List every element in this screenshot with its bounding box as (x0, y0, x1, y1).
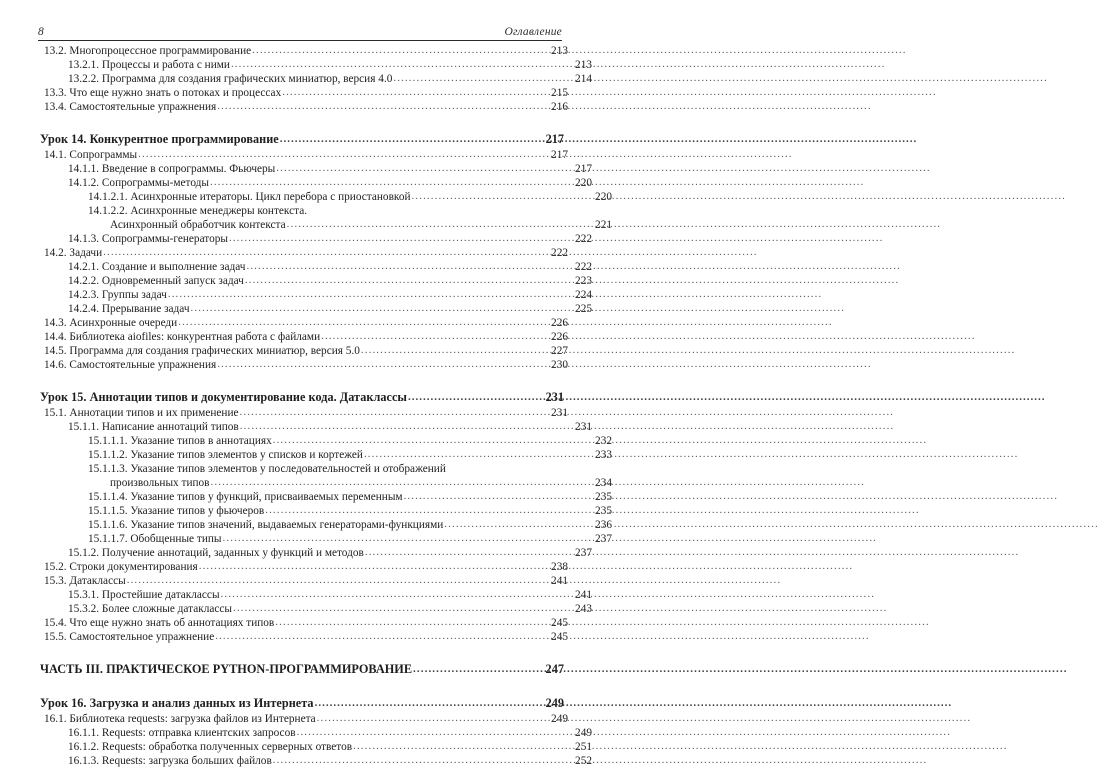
toc-dot-leader (231, 57, 574, 71)
running-title: Оглавление (504, 26, 562, 38)
toc-entry[interactable] (38, 162, 592, 176)
toc-entry-label: 13.2.2. Программа для создания графических миниатюр, версия 4.0 (68, 73, 393, 85)
toc-dot-leader (221, 587, 575, 601)
toc-entry-label: 14.1.2. Сопрограммы-методы (68, 177, 209, 189)
toc-entry-label: 14.1.3. Сопрограммы-генераторы (68, 233, 228, 245)
toc-dot-leader (217, 99, 550, 113)
toc-entry-label: 14.6. Самостоятельные упражнения (44, 359, 217, 371)
toc-entry[interactable] (38, 420, 592, 434)
toc-entry[interactable] (38, 616, 568, 630)
toc-entry[interactable] (38, 302, 592, 316)
toc-entry-page-number: 222 (575, 261, 592, 273)
toc-dot-leader (280, 132, 545, 147)
page-number: 8 (38, 26, 44, 38)
toc-dot-leader (444, 517, 594, 531)
toc-entry[interactable] (38, 148, 568, 162)
toc-dot-leader (297, 725, 574, 739)
toc-dot-leader (365, 545, 574, 559)
toc-dot-leader (275, 615, 550, 629)
toc-entry-label: 14.2.4. Прерывание задач (68, 303, 190, 315)
toc-entry[interactable] (38, 462, 612, 476)
toc-entry-page-number: 236 (595, 519, 612, 531)
toc-dot-leader (245, 273, 574, 287)
toc-entry-label: 14.1.2.1. Асинхронные итераторы. Цикл перебора с приостановкой (88, 191, 411, 203)
toc-dot-leader (191, 301, 575, 315)
toc-dot-leader (317, 711, 550, 725)
toc-entry[interactable] (38, 44, 568, 58)
toc-entry[interactable] (38, 86, 568, 100)
toc-entry-label: 15.3.2. Более сложные датаклассы (68, 603, 232, 615)
toc-entry[interactable] (38, 274, 592, 288)
toc-dot-leader (273, 433, 594, 447)
toc-entry-page-number: 217 (551, 149, 568, 161)
toc-entry-label: 15.3. Датаклассы (44, 575, 126, 587)
toc-entry-label: Асинхронный обработчик контекста (110, 219, 286, 231)
toc-entry-label: 13.4. Самостоятельные упражнения (44, 101, 217, 113)
toc-entry[interactable] (38, 490, 612, 504)
toc-dot-leader (103, 245, 550, 259)
toc-dot-leader (210, 175, 574, 189)
toc-entry-label: 14.1. Сопрограммы (44, 149, 138, 161)
toc-entry-page-number: 224 (575, 289, 592, 301)
toc-entry-page-number: 247 (545, 662, 564, 676)
toc-entry-label: 15.1.1. Написание аннотаций типов (68, 421, 239, 433)
toc-entry-page-number: 217 (575, 163, 592, 175)
toc-entry-label: 14.2.3. Группы задач (68, 289, 167, 301)
toc-entry-page-number: 237 (595, 533, 612, 545)
toc-entry[interactable] (38, 560, 568, 574)
toc-entry[interactable] (38, 204, 612, 218)
toc-entry-label: 13.3. Что еще нужно знать о потоках и процессах (44, 87, 282, 99)
toc-dot-leader (265, 503, 594, 517)
toc-dot-leader (412, 189, 595, 203)
toc-entry-page-number: 213 (575, 59, 592, 71)
toc-entry-label: 14.3. Асинхронные очереди (44, 317, 178, 329)
toc-entry-label: 13.2.1. Процессы и работа с ними (68, 59, 230, 71)
toc-entry[interactable] (38, 218, 612, 232)
toc-entry-page-number: 235 (595, 491, 612, 503)
toc-entry-page-number: 223 (575, 275, 592, 287)
toc-entry-page-number: 220 (595, 191, 612, 203)
toc-entry[interactable] (38, 476, 612, 490)
toc-entry-label: 14.4. Библиотека aiofiles: конкурентная работа с файлами (44, 331, 321, 343)
toc-entry[interactable] (38, 740, 592, 754)
toc-entry[interactable] (38, 330, 568, 344)
toc-entry[interactable] (38, 602, 592, 616)
toc-dot-leader (127, 573, 550, 587)
toc-entry-label: 15.5. Самостоятельное упражнение (44, 631, 215, 643)
toc-dot-leader (361, 343, 550, 357)
toc-dot-leader (404, 489, 594, 503)
toc-entry-page-number: 217 (545, 132, 564, 146)
toc-entry-page-number: 235 (595, 505, 612, 517)
toc-entry-page-number: 249 (545, 696, 564, 710)
toc-entry-page-number: 243 (575, 603, 592, 615)
toc-entry-label: 15.1.1.3. Указание типов элементов у последовательностей и отображений (88, 463, 446, 475)
toc-entry-label: 15.4. Что еще нужно знать об аннотациях типов (44, 617, 275, 629)
toc-entry[interactable] (38, 390, 564, 406)
toc-entry-label: 16.1. Библиотека requests: загрузка файлов из Интернета (44, 713, 316, 725)
toc-entry-label: 15.2. Строки документирования (44, 561, 198, 573)
toc-entry-page-number: 231 (551, 407, 568, 419)
toc-dot-leader (273, 753, 574, 767)
toc-entry-page-number: 234 (595, 477, 612, 489)
toc-dot-leader (168, 287, 574, 301)
toc-entry[interactable] (38, 518, 612, 532)
toc-entry-label: 15.1.2. Получение аннотаций, заданных у функций и методов (68, 547, 364, 559)
toc-entry-label: 14.2.1. Создание и выполнение задач (68, 261, 246, 273)
toc-entry-page-number: 226 (551, 331, 568, 343)
toc-entry[interactable] (38, 232, 592, 246)
toc-entry[interactable] (38, 546, 592, 560)
toc-dot-leader (252, 43, 550, 57)
toc-entry[interactable] (38, 754, 592, 768)
toc-entry-page-number: 215 (551, 87, 568, 99)
toc-dot-leader (240, 419, 574, 433)
toc-entry-label: 15.1.1.1. Указание типов в аннотациях (88, 435, 272, 447)
toc-dot-leader (240, 405, 551, 419)
toc-entry[interactable] (38, 132, 564, 148)
toc-entry-page-number: 232 (595, 435, 612, 447)
toc-entry[interactable] (38, 712, 568, 726)
toc-dot-leader (138, 147, 550, 161)
toc-entry[interactable] (38, 448, 612, 462)
toc-entry-page-number: 238 (551, 561, 568, 573)
toc-dot-leader (393, 71, 574, 85)
toc-entry-label: ЧАСТЬ III. ПРАКТИЧЕСКОЕ PYTHON-ПРОГРАММИРОВАНИЕ (40, 662, 413, 676)
toc-entry-label: 15.1.1.5. Указание типов у фьючеров (88, 505, 265, 517)
toc-entry-page-number: 227 (551, 345, 568, 357)
toc-entry-page-number: 226 (551, 317, 568, 329)
toc-entry-label: 14.2. Задачи (44, 247, 103, 259)
toc-entry-label: 15.3.1. Простейшие датаклассы (68, 589, 220, 601)
toc-entry[interactable] (38, 532, 612, 546)
toc-entry-page-number: 230 (551, 359, 568, 371)
toc-entry[interactable] (38, 190, 612, 204)
toc-entry-page-number: 249 (575, 727, 592, 739)
toc-entry-label: 14.2.2. Одновременный запуск задач (68, 275, 244, 287)
toc-dot-leader (178, 315, 550, 329)
toc-entry-page-number: 237 (575, 547, 592, 559)
toc-entry[interactable] (38, 100, 568, 114)
toc-entry-page-number: 231 (545, 390, 564, 404)
toc-entry-page-number: 245 (551, 631, 568, 643)
toc-entry-label: 15.1.1.6. Указание типов значений, выдаваемых генераторами-функциями (88, 519, 444, 531)
toc-dot-leader (217, 357, 550, 371)
toc-dot-leader (229, 231, 574, 245)
toc-entry[interactable] (38, 176, 592, 190)
toc-entry-label: 15.1.1.7. Обобщенные типы (88, 533, 222, 545)
toc-entry-page-number: 216 (551, 101, 568, 113)
toc-dot-leader (321, 329, 550, 343)
toc-entry[interactable] (38, 288, 592, 302)
toc-entry-page-number: 214 (575, 73, 592, 85)
toc-entry-label: 16.1.1. Requests: отправка клиентских запросов (68, 727, 296, 739)
toc-entry-label: 15.1. Аннотации типов и их применение (44, 407, 239, 419)
toc-entry[interactable] (38, 588, 592, 602)
toc-dot-leader (233, 601, 574, 615)
toc-entry[interactable] (38, 260, 592, 274)
toc-entry[interactable] (38, 358, 568, 372)
toc-dot-leader (223, 531, 595, 545)
toc-entry-label: 14.5. Программа для создания графических миниатюр, версия 5.0 (44, 345, 360, 357)
toc-dot-leader (282, 85, 550, 99)
toc-dot-leader (276, 161, 574, 175)
toc-entry-label: 14.1.1. Введение в сопрограммы. Фьючеры (68, 163, 276, 175)
toc-entry[interactable] (38, 246, 568, 260)
toc-entry-page-number: 241 (575, 589, 592, 601)
toc-entry-page-number: 249 (551, 713, 568, 725)
toc-entry-label: 16.1.2. Requests: обработка полученных серверных ответов (68, 741, 353, 753)
toc-entry-label: Урок 14. Конкурентное программирование (40, 132, 279, 146)
toc-entry[interactable] (38, 72, 592, 86)
toc-dot-leader (199, 559, 550, 573)
toc-entry-page-number: 231 (575, 421, 592, 433)
toc-entry-page-number: 225 (575, 303, 592, 315)
toc-entry-label: 15.1.1.4. Указание типов у функций, присваиваемых переменным (88, 491, 403, 503)
toc-entry[interactable] (38, 630, 568, 644)
toc-dot-leader (211, 475, 595, 489)
toc-entry[interactable] (38, 696, 564, 712)
table-of-contents (38, 44, 612, 768)
toc-dot-leader (364, 447, 594, 461)
toc-dot-leader (315, 696, 545, 711)
toc-entry[interactable] (38, 316, 568, 330)
toc-entry-label: Урок 16. Загрузка и анализ данных из Интернета (40, 696, 314, 710)
toc-entry-page-number: 252 (575, 755, 592, 767)
toc-entry-page-number: 221 (595, 219, 612, 231)
page-header (38, 18, 562, 41)
toc-dot-leader (215, 629, 550, 643)
toc-entry-label: Урок 15. Аннотации типов и документирование кода. Датаклассы (40, 390, 407, 404)
toc-entry[interactable] (38, 662, 564, 678)
toc-entry-label: 15.1.1.2. Указание типов элементов у списков и кортежей (88, 449, 363, 461)
toc-entry-page-number: 222 (551, 247, 568, 259)
toc-entry[interactable] (38, 574, 568, 588)
toc-dot-leader (413, 662, 545, 677)
toc-entry[interactable] (38, 434, 612, 448)
toc-entry[interactable] (38, 406, 568, 420)
toc-entry-page-number: 241 (551, 575, 568, 587)
toc-entry[interactable] (38, 344, 568, 358)
toc-entry-label: 13.2. Многопроцессное программирование (44, 45, 252, 57)
toc-entry-page-number: 251 (575, 741, 592, 753)
toc-entry-page-number: 245 (551, 617, 568, 629)
toc-entry-page-number: 213 (551, 45, 568, 57)
toc-entry[interactable] (38, 504, 612, 518)
toc-entry-label: произвольных типов (110, 477, 210, 489)
toc-dot-leader (287, 217, 594, 231)
toc-entry-page-number: 233 (595, 449, 612, 461)
toc-entry-page-number: 222 (575, 233, 592, 245)
toc-entry-label: 16.1.3. Requests: загрузка больших файлов (68, 755, 272, 767)
toc-entry[interactable] (38, 58, 592, 72)
toc-entry[interactable] (38, 726, 592, 740)
toc-entry-label: 14.1.2.2. Асинхронные менеджеры контекста. (88, 205, 308, 217)
toc-entry-page-number: 220 (575, 177, 592, 189)
toc-dot-leader (353, 739, 574, 753)
toc-dot-leader (246, 259, 574, 273)
toc-dot-leader (408, 390, 545, 405)
